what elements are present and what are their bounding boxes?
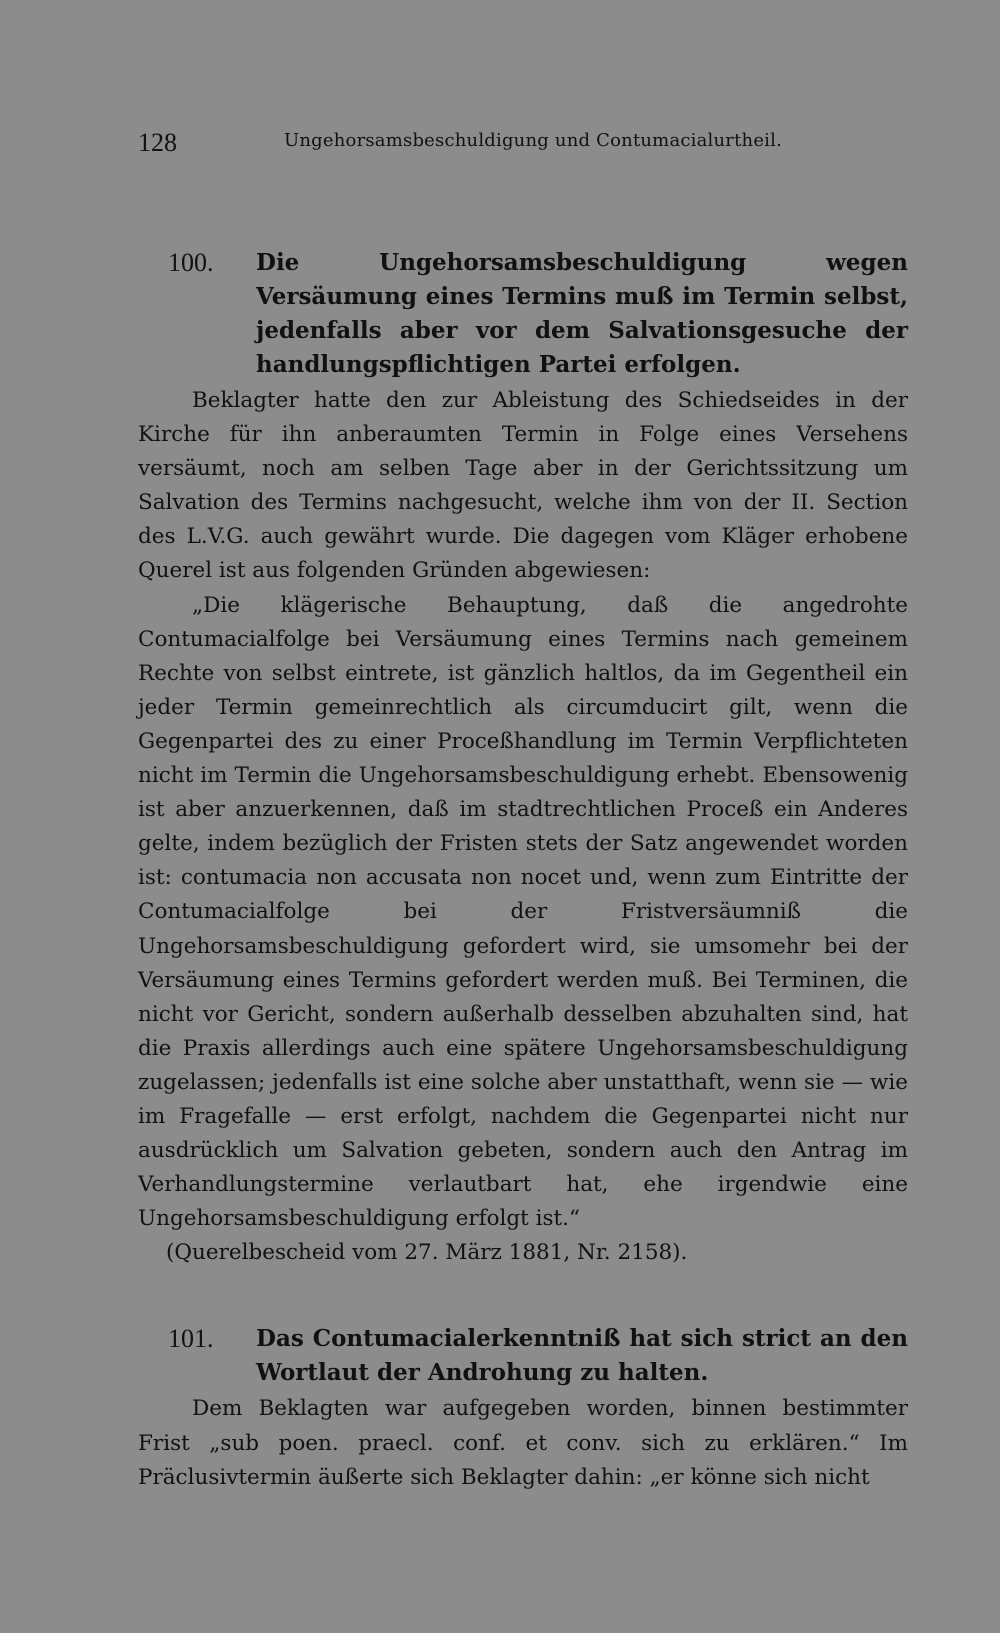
section-number: 101. bbox=[168, 1324, 214, 1354]
document-page bbox=[138, 118, 908, 1495]
page-number: 128 bbox=[138, 128, 177, 157]
section-101 bbox=[138, 1322, 908, 1494]
section-heading bbox=[138, 1322, 908, 1390]
body-paragraph: Dem Beklagten war aufgegeben worden, binnen bestimmter Frist „sub poen. praecl. conf. et conv. sich zu erklären.“ Im Präclusivtermin äußerte sich Beklagter dahin: „er könne sich nicht bbox=[138, 1396, 908, 1490]
quoted-decision-paragraph: „Die klägerische Behauptung, daß die angedrohte Contumacialfolge bei Versäumung eines Termins nach gemeinem Rechte von selbst eintrete, ist gänzlich haltlos, da im Gegentheil ein jeder Termin gemeinrechtlich als circumducirt gilt, wenn die Gegenpartei des zu einer Proceßhandlung im Termin Verpflichteten nicht im Termin die Ungehorsamsbeschuldigung erhebt. Ebensowenig ist aber anzuerkennen, daß im stadtrechtlichen Proceß ein Anderes gelte, indem bezüglich der Fristen stets der Satz angewendet worden ist: contumacia non accusata non nocet und, wenn zum Eintritte der Contumacialfolge bei der Fristversäumniß die Ungehorsamsbeschuldigung gefordert wird, sie umsomehr bei der Versäumung eines Termins gefordert werden muß. Bei Terminen, die nicht vor Gericht, sondern außerhalb desselben abzuhalten sind, hat die Praxis allerdings auch eine spätere Ungehorsamsbeschuldigung zugelassen; jedenfalls ist eine solche aber unstatthaft, wenn sie — wie im Fragefalle — erst erfolgt, nachdem die Gegenpartei nicht nur ausdrücklich um Salvation gebeten, sondern auch den Antrag im Verhandlungstermine verlautbart hat, ehe irgendwie eine Ungehorsamsbeschuldigung erfolgt ist.“ bbox=[138, 592, 908, 1232]
running-head bbox=[138, 118, 908, 166]
section-heading bbox=[138, 246, 908, 382]
section-number: 100. bbox=[168, 248, 214, 277]
running-head-title: Ungehorsamsbeschuldigung und Contumacialurtheil. bbox=[284, 130, 783, 151]
section-100 bbox=[138, 246, 908, 1270]
body-paragraph: Beklagter hatte den zur Ableistung des Schiedseides in der Kirche für ihn anberaumten Termin in Folge eines Versehens versäumt, noch am selben Tage aber in der Gerichtssitzung um Salvation des Termins nachgesucht, welche ihm von der II. Section des L.V.G. auch gewährt wurde. Die dagegen vom Kläger erhobene Querel ist aus folgenden Gründen abgewiesen: bbox=[138, 388, 908, 584]
section-heading-text: Das Contumacialerkenntniß hat sich strict an den Wortlaut der Androhung zu halten. bbox=[256, 1325, 908, 1387]
section-heading-text: Die Ungehorsamsbeschuldigung wegen Versäumung eines Termins muß im Termin selbst, jedenfalls aber vor dem Salvationsgesuche der handlungspflichtigen Partei erfolgen. bbox=[256, 249, 908, 378]
citation-paragraph: (Querelbescheid vom 27. März 1881, Nr. 2158). bbox=[166, 1240, 688, 1266]
